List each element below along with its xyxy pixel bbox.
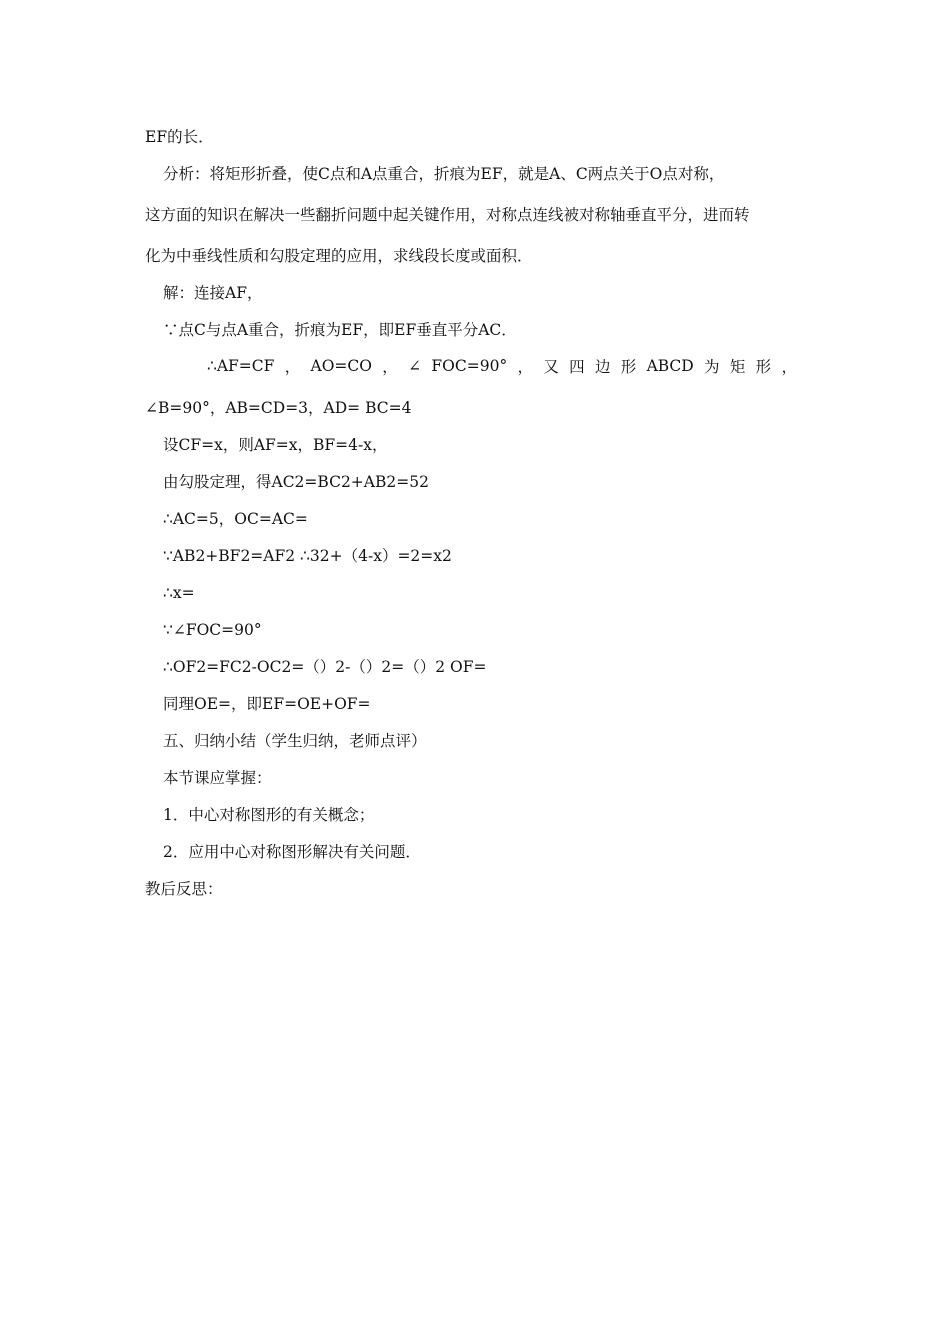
- text-line-7: ∠B=90°，AB=CD=3，AD= BC=4: [145, 399, 412, 417]
- text-line-1: EF的长．: [145, 128, 214, 146]
- text-line-17: 本节课应掌握：: [163, 769, 272, 787]
- text-line-5: 解：连接AF，: [163, 284, 263, 302]
- text-line-20: 教后反思：: [145, 880, 223, 898]
- justified-token: ∴AF=CF: [207, 357, 275, 375]
- justified-token: 四: [569, 358, 585, 376]
- text-line-14: ∴OF2=FC2-OC2=（）2-（）2=（）2 OF=: [163, 658, 487, 676]
- justified-token: 形: [620, 358, 637, 376]
- justified-token: ，: [284, 358, 301, 376]
- text-line-2: 分析：将矩形折叠，使C点和A点重合，折痕为EF，就是A、C两点关于O点对称，: [163, 165, 725, 183]
- justified-token: ABCD: [646, 357, 694, 375]
- text-line-12: ∴x=: [163, 584, 195, 602]
- justified-token: 矩: [729, 358, 746, 376]
- justified-token: ，: [781, 358, 797, 376]
- text-line-15: 同理OE=，即EF=OE+OF=: [163, 695, 371, 713]
- justified-token: 又: [543, 358, 559, 376]
- text-line-4: 化为中垂线性质和勾股定理的应用，求线段长度或面积．: [145, 247, 533, 265]
- justified-token: ，: [517, 358, 534, 376]
- text-line-10: ∴AC=5，OC=AC=: [163, 510, 308, 528]
- text-line-13: ∵∠FOC=90°: [163, 621, 262, 639]
- justified-token: FOC=90°: [431, 357, 508, 375]
- text-line-8: 设CF=x，则AF=x，BF=4-x，: [163, 436, 388, 454]
- justified-token: 边: [594, 358, 611, 376]
- justified-token: ，: [382, 358, 398, 376]
- text-line-19: 2．应用中心对称图形解决有关问题．: [163, 843, 421, 861]
- text-line-9: 由勾股定理，得AC2=BC2+AB2=52: [163, 473, 429, 491]
- text-line-6: ∵点C与点A重合，折痕为EF，即EF垂直平分AC．: [163, 321, 517, 339]
- text-line-18: 1．中心对称图形的有关概念；: [163, 806, 375, 824]
- text-line-3: 这方面的知识在解决一些翻折问题中起关键作用，对称点连线被对称轴垂直平分，进而转: [145, 206, 750, 224]
- text-line-16: 五、归纳小结（学生归纳，老师点评）: [163, 732, 427, 750]
- text-line-11: ∵AB2+BF2=AF2 ∴32+（4-x）=2=x2: [163, 547, 452, 565]
- justified-token: 形: [755, 358, 772, 376]
- justified-token: ∠: [408, 357, 422, 375]
- justified-token: AO=CO: [310, 357, 372, 375]
- justified-token: 为: [704, 358, 720, 376]
- justified-line: [207, 356, 797, 376]
